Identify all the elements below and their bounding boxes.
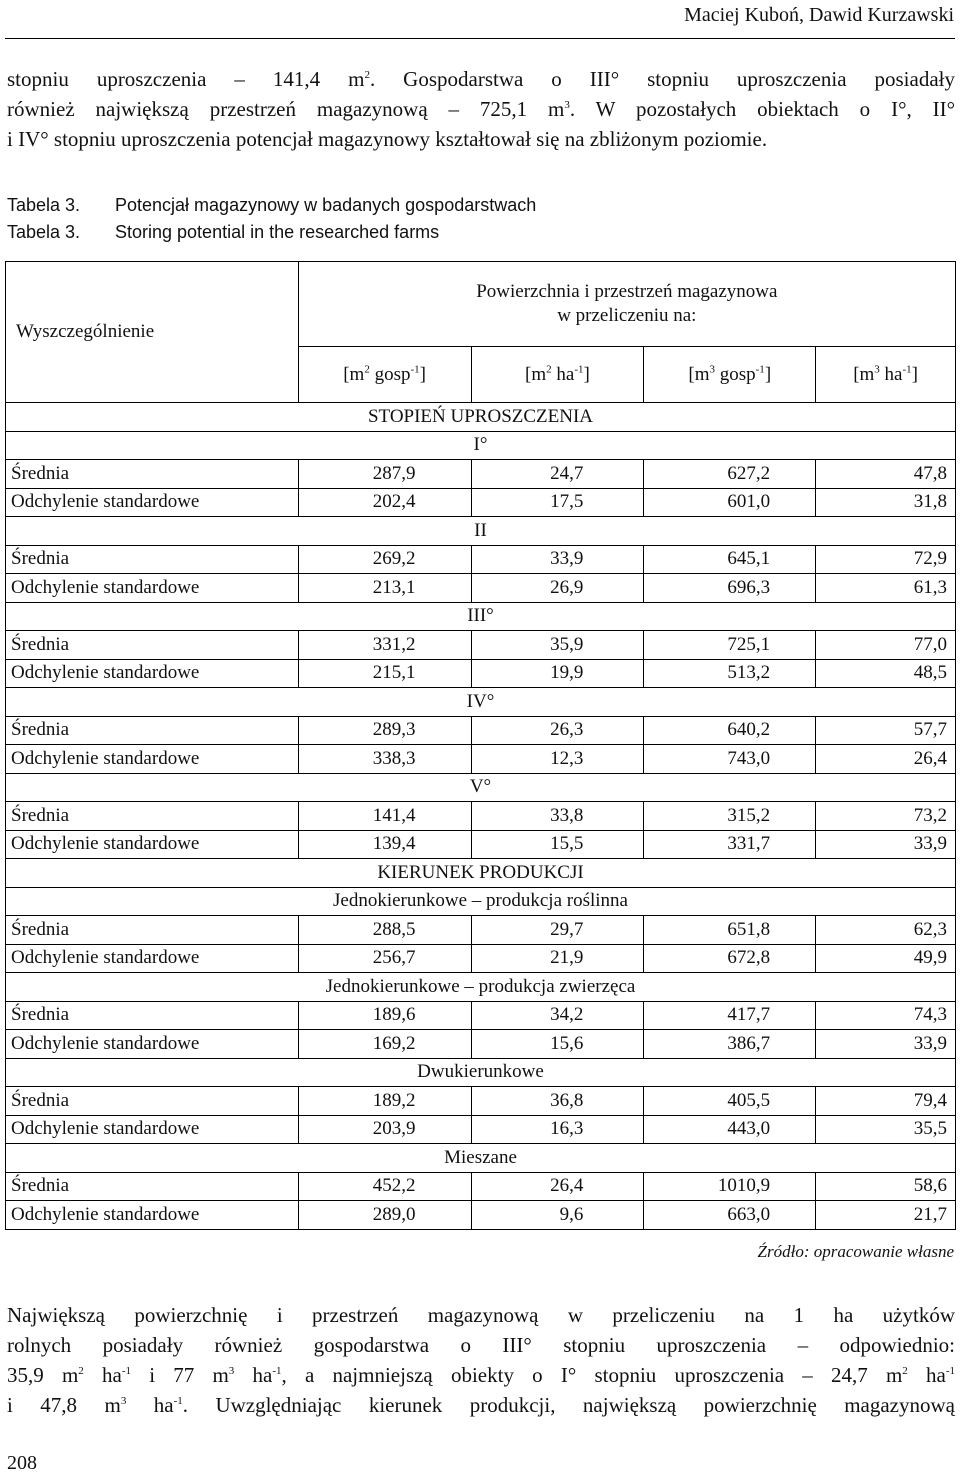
value-cell: 72,9: [816, 545, 956, 574]
column-group-header: Powierzchnia i przestrzeń magazynowa w przeliczeniu na:: [298, 262, 955, 347]
value-cell: 17,5: [471, 488, 644, 517]
value-cell: 33,8: [471, 802, 644, 831]
value-cell: 49,9: [816, 944, 956, 973]
row-label: Średnia: [6, 716, 299, 745]
value-cell: 15,5: [471, 830, 644, 859]
value-cell: 26,3: [471, 716, 644, 745]
value-cell: 651,8: [644, 916, 816, 945]
section-title-row: [6, 859, 956, 888]
row-label: Odchylenie standardowe: [6, 1201, 299, 1230]
value-cell: 34,2: [471, 1001, 644, 1030]
value-cell: 77,0: [816, 631, 956, 660]
table-row: [6, 1172, 956, 1201]
value-cell: 26,4: [471, 1172, 644, 1201]
unit-header: [$m^2$ gosp$^{-1}$]: [298, 347, 471, 403]
value-cell: 289,3: [298, 716, 471, 745]
value-cell: 645,1: [644, 545, 816, 574]
value-cell: 189,2: [298, 1087, 471, 1116]
unit-header: [$m^3$ $ha^{-1}$]: [816, 347, 956, 403]
unit-header: [$m^2$ $ha^{-1}$]: [471, 347, 644, 403]
value-cell: 48,5: [816, 659, 956, 688]
group-title-row: [6, 973, 956, 1002]
value-cell: 9,6: [471, 1201, 644, 1230]
table-row: [6, 574, 956, 603]
table-row: [6, 659, 956, 688]
caption-english: Tabela 3. Storing potential in the researched farms: [7, 222, 440, 242]
value-cell: 31,8: [816, 488, 956, 517]
row-label: Odchylenie standardowe: [6, 659, 299, 688]
value-cell: 16,3: [471, 1115, 644, 1144]
value-cell: 663,0: [644, 1201, 816, 1230]
value-cell: 215,1: [298, 659, 471, 688]
value-cell: 33,9: [816, 830, 956, 859]
table-caption: [7, 192, 536, 246]
table-row: [6, 916, 956, 945]
row-label: Odchylenie standardowe: [6, 1115, 299, 1144]
group-title-row: [6, 431, 956, 460]
row-label: Odchylenie standardowe: [6, 1030, 299, 1059]
row-label: Średnia: [6, 1001, 299, 1030]
value-cell: 338,3: [298, 745, 471, 774]
value-cell: 26,9: [471, 574, 644, 603]
running-header-author: Maciej Kuboń, Dawid Kurzawski: [684, 4, 954, 26]
intro-paragraph: [7, 64, 955, 154]
outro-paragraph: [7, 1300, 955, 1420]
column-header-item: Wyszczególnienie: [6, 262, 299, 403]
table-row: [6, 1030, 956, 1059]
row-label: Średnia: [6, 545, 299, 574]
value-cell: 47,8: [816, 460, 956, 489]
value-cell: 725,1: [644, 631, 816, 660]
value-cell: 513,2: [644, 659, 816, 688]
table-row: [6, 460, 956, 489]
group-title: I°: [6, 431, 956, 460]
table-row: [6, 488, 956, 517]
value-cell: 58,6: [816, 1172, 956, 1201]
intro-line-1: stopniu uproszczenia – 141,4 $m^2$. Gospodarstwa o III° stopniu uproszczenia posiadały: [7, 67, 955, 91]
row-label: Odchylenie standardowe: [6, 745, 299, 774]
value-cell: 203,9: [298, 1115, 471, 1144]
table-row: [6, 1087, 956, 1116]
outro-line-2: rolnych posiadały również gospodarstwa o III° stopniu uproszczenia – odpowiednio:: [7, 1333, 955, 1357]
value-cell: 256,7: [298, 944, 471, 973]
group-title: Jednokierunkowe – produkcja roślinna: [6, 887, 956, 916]
table-row: [6, 802, 956, 831]
table-row: [6, 830, 956, 859]
value-cell: 386,7: [644, 1030, 816, 1059]
row-label: Średnia: [6, 460, 299, 489]
value-cell: 74,3: [816, 1001, 956, 1030]
value-cell: 139,4: [298, 830, 471, 859]
section-title-row: [6, 403, 956, 432]
unit-header: [$m^3$ gosp$^{-1}$]: [644, 347, 816, 403]
table-row: [6, 745, 956, 774]
caption-polish: Tabela 3. Potencjał magazynowy w badanych gospodarstwach: [7, 195, 537, 215]
value-cell: 269,2: [298, 545, 471, 574]
value-cell: 169,2: [298, 1030, 471, 1059]
value-cell: 1010,9: [644, 1172, 816, 1201]
value-cell: 19,9: [471, 659, 644, 688]
value-cell: 141,4: [298, 802, 471, 831]
value-cell: 287,9: [298, 460, 471, 489]
value-cell: 202,4: [298, 488, 471, 517]
value-cell: 452,2: [298, 1172, 471, 1201]
page-number: 208: [7, 1452, 37, 1474]
group-title-row: [6, 773, 956, 802]
value-cell: 672,8: [644, 944, 816, 973]
row-label: Odchylenie standardowe: [6, 944, 299, 973]
value-cell: 12,3: [471, 745, 644, 774]
value-cell: 405,5: [644, 1087, 816, 1116]
value-cell: 29,7: [471, 916, 644, 945]
value-cell: 15,6: [471, 1030, 644, 1059]
value-cell: 21,9: [471, 944, 644, 973]
table-row: [6, 1115, 956, 1144]
value-cell: 213,1: [298, 574, 471, 603]
outro-line-1: Największą powierzchnię i przestrzeń magazynową w przeliczeniu na 1 ha użytków: [7, 1303, 955, 1327]
value-cell: 61,3: [816, 574, 956, 603]
value-cell: 443,0: [644, 1115, 816, 1144]
value-cell: 79,4: [816, 1087, 956, 1116]
value-cell: 417,7: [644, 1001, 816, 1030]
group-title: II: [6, 517, 956, 546]
value-cell: 26,4: [816, 745, 956, 774]
group-title: Dwukierunkowe: [6, 1058, 956, 1087]
group-title-row: [6, 1144, 956, 1173]
value-cell: 601,0: [644, 488, 816, 517]
row-label: Średnia: [6, 1172, 299, 1201]
table-row: [6, 716, 956, 745]
value-cell: 36,8: [471, 1087, 644, 1116]
value-cell: 35,5: [816, 1115, 956, 1144]
header-divider: [5, 38, 955, 39]
row-label: Odchylenie standardowe: [6, 574, 299, 603]
value-cell: 331,7: [644, 830, 816, 859]
group-title-row: [6, 1058, 956, 1087]
table-row: [6, 1201, 956, 1230]
value-cell: 57,7: [816, 716, 956, 745]
group-title: Mieszane: [6, 1144, 956, 1173]
value-cell: 24,7: [471, 460, 644, 489]
table-row: [6, 631, 956, 660]
table-source-note: Źródło: opracowanie własne: [757, 1242, 954, 1261]
value-cell: 315,2: [644, 802, 816, 831]
outro-line-3: 35,9 $m^2$ $ha^{-1}$ i 77 $m^3$ $ha^{-1}$, a najmniejszą obiekty o I° stopniu uproszczenia – 24,7 $m^2$ $ha^{-1}$: [7, 1363, 955, 1387]
section-title: STOPIEŃ UPROSZCZENIA: [6, 403, 956, 432]
intro-line-3: i IV° stopniu uproszczenia potencjał magazynowy kształtował się na zbliżonym poziomie.: [7, 127, 768, 151]
group-title: III°: [6, 602, 956, 631]
group-title-row: [6, 688, 956, 717]
row-label: Odchylenie standardowe: [6, 488, 299, 517]
row-label: Średnia: [6, 916, 299, 945]
table-row: [6, 944, 956, 973]
group-title-row: [6, 887, 956, 916]
row-label: Średnia: [6, 1087, 299, 1116]
row-label: Średnia: [6, 631, 299, 660]
group-title: Jednokierunkowe – produkcja zwierzęca: [6, 973, 956, 1002]
value-cell: 62,3: [816, 916, 956, 945]
group-title: IV°: [6, 688, 956, 717]
value-cell: 640,2: [644, 716, 816, 745]
value-cell: 73,2: [816, 802, 956, 831]
row-label: Odchylenie standardowe: [6, 830, 299, 859]
value-cell: 289,0: [298, 1201, 471, 1230]
group-title-row: [6, 602, 956, 631]
value-cell: 696,3: [644, 574, 816, 603]
value-cell: 33,9: [816, 1030, 956, 1059]
table-row: [6, 545, 956, 574]
group-title: V°: [6, 773, 956, 802]
row-label: Średnia: [6, 802, 299, 831]
table-row: [6, 1001, 956, 1030]
storage-potential-table: [5, 261, 956, 1230]
value-cell: 189,6: [298, 1001, 471, 1030]
intro-line-2: również największą przestrzeń magazynową – 725,1 $m^3$. W pozostałych obiektach o I°, II°: [7, 97, 955, 121]
outro-line-4: i 47,8 $m^3$ $ha^{-1}$. Uwzględniając kierunek produkcji, największą powierzchnię magazynową: [7, 1393, 955, 1417]
value-cell: 743,0: [644, 745, 816, 774]
value-cell: 21,7: [816, 1201, 956, 1230]
value-cell: 33,9: [471, 545, 644, 574]
value-cell: 627,2: [644, 460, 816, 489]
section-title: KIERUNEK PRODUKCJI: [6, 859, 956, 888]
group-title-row: [6, 517, 956, 546]
value-cell: 331,2: [298, 631, 471, 660]
value-cell: 288,5: [298, 916, 471, 945]
value-cell: 35,9: [471, 631, 644, 660]
